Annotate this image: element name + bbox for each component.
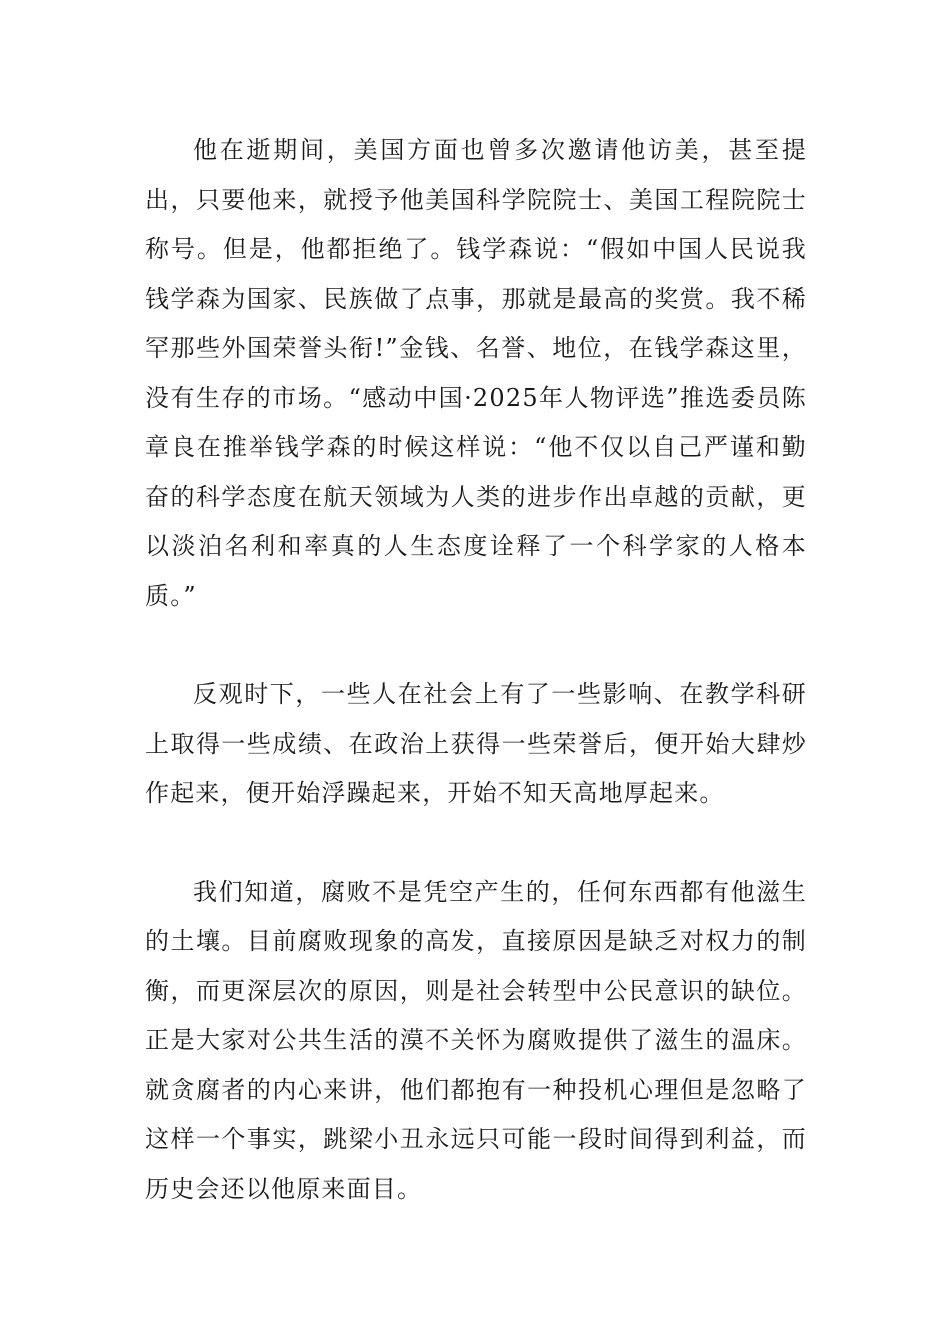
paragraph-3: 我们知道，腐败不是凭空产生的，任何东西都有他滋生的土壤。目前腐败现象的高发，直接原因是缺乏对权力的制衡，而更深层次的原因，则是社会转型中公民意识的缺位。正是大家对公共生活的漠不关怀为腐败提供了滋生的温床。就贪腐者的内心来讲，他们都抱有一种投机心理但是忽略了这样一个事实，跳梁小丑永远只可能一段时间得到利益，而历史会还以他原来面目。	[145, 877, 807, 1203]
paragraph-2: 反观时下，一些人在社会上有了一些影响、在教学科研上取得一些成绩、在政治上获得一些荣誉后，便开始大肆炒作起来，便开始浮躁起来，开始不知天高地厚起来。	[145, 680, 807, 807]
document-body	[145, 126, 807, 1214]
paragraph-1: 他在逝期间，美国方面也曾多次邀请他访美，甚至提出，只要他来，就授予他美国科学院院士、美国工程院院士称号。但是，他都拒绝了。钱学森说：“假如中国人民说我钱学森为国家、民族做了点事，那就是最高的奖赏。我不稀罕那些外国荣誉头衔!”金钱、名誉、地位，在钱学森这里，没有生存的市场。“感动中国·2025年人物评选”推选委员陈章良在推举钱学森的时候这样说：“他不仅以自己严谨和勤奋的科学态度在航天领域为人类的进步作出卓越的贡献，更以淡泊名利和率真的人生态度诠释了一个科学家的人格本质。”	[145, 136, 807, 610]
